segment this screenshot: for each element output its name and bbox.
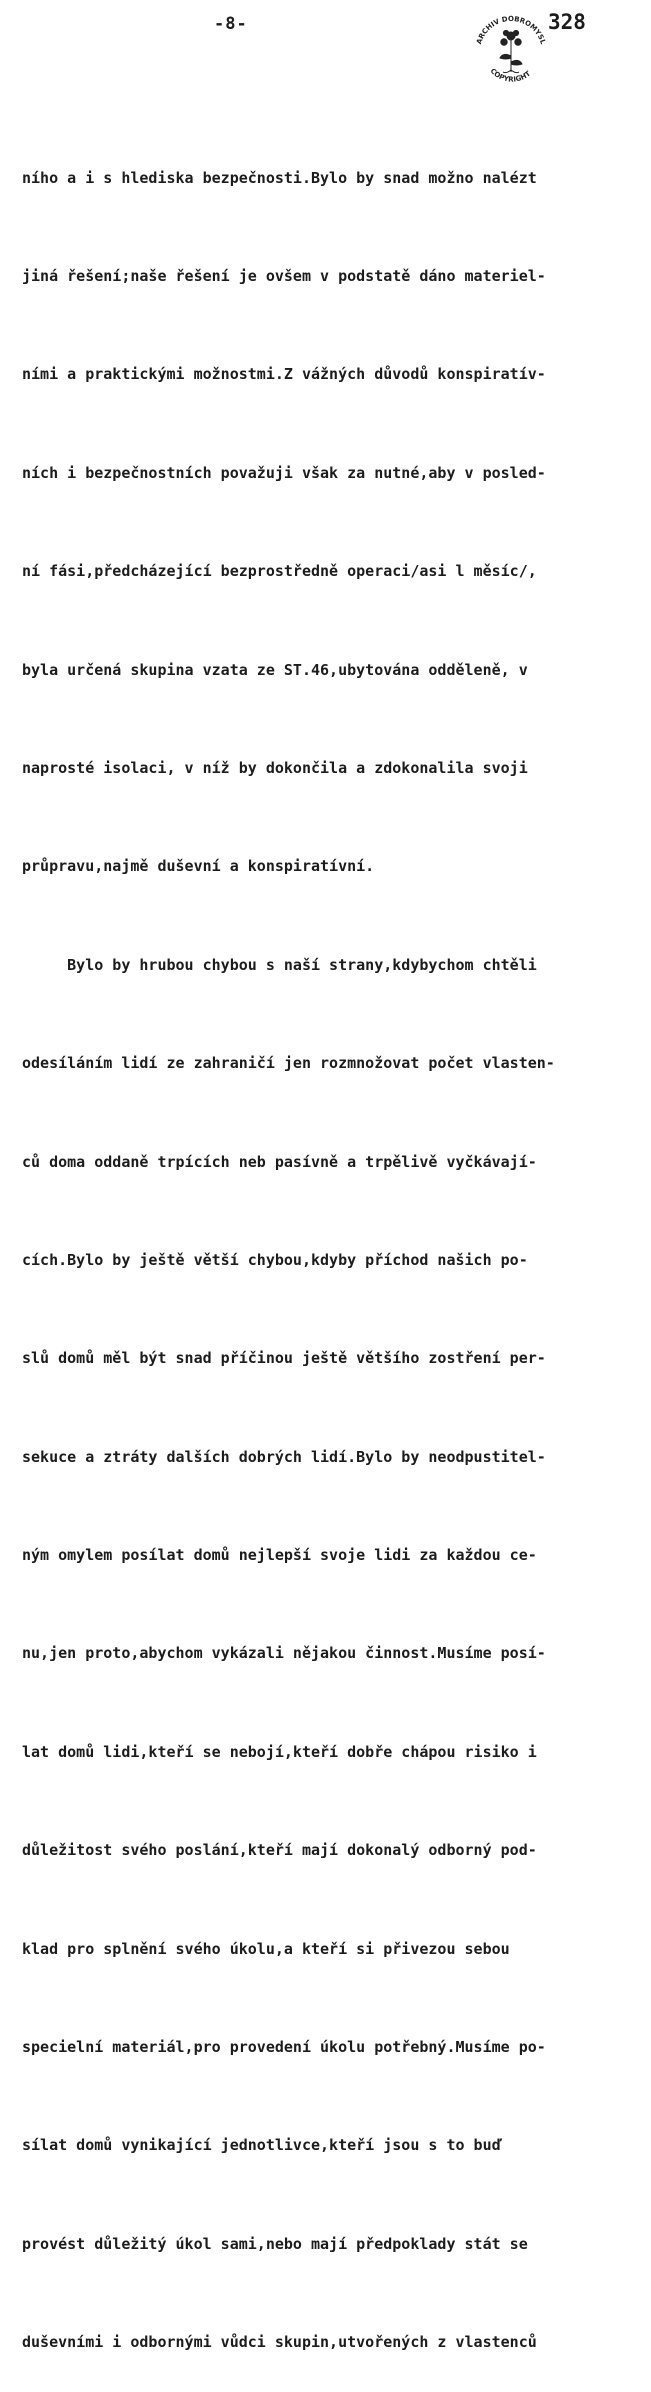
text-line: slů domů měl být snad příčinou ještě většího zostření per- [22, 1349, 546, 1368]
text-line: důležitost svého poslání,kteří mají dokonalý odborný pod- [22, 1841, 537, 1860]
archive-stamp-icon [470, 6, 552, 94]
text-line: ným omylem posílat domů nejlepší svoje lidi za každou ce- [22, 1546, 537, 1565]
page-number: -8- [214, 14, 248, 34]
text-line: průpravu,najmě duševní a konspiratívní. [22, 857, 375, 876]
text-line: sekuce a ztráty dalších dobrých lidí.Bylo by neodpustitel- [22, 1447, 546, 1466]
text-line: cích.Bylo by ještě větší chybou,kdyby příchod našich po- [22, 1250, 528, 1269]
text-line: odesíláním lidí ze zahraničí jen rozmnožovat počet vlasten- [22, 1054, 555, 1073]
text-line: ců doma oddaně trpících neb pasívně a trpělivě vyčkávají- [22, 1152, 537, 1171]
text-line: lat domů lidi,kteří se nebojí,kteří dobře chápou risiko i [22, 1742, 537, 1761]
text-line: specielní materiál,pro provedení úkolu potřebný.Musíme po- [22, 2038, 546, 2057]
text-line: ních i bezpečnostních považuji však za nutné,aby v posled- [22, 463, 546, 482]
text-line: duševními i odbornými vůdci skupin,utvořených z vlastenců [22, 2333, 537, 2352]
stamp-text-bottom: COPYRIGHT [488, 66, 533, 84]
text-line: klad pro splnění svého úkolu,a kteří si přivezou sebou [22, 1939, 510, 1958]
text-line: byla určená skupina vzata ze ST.46,ubytována odděleně, v [22, 660, 528, 679]
folio-number: 328 [548, 10, 586, 34]
text-line: ními a praktickými možnostmi.Z vážných důvodů konspiratív- [22, 365, 546, 384]
text-line: jiná řešení;naše řešení je ovšem v podstatě dáno materiel- [22, 266, 546, 285]
stamp-text-top: ARCHIV DOBROMYSL [475, 14, 547, 46]
text-line: naprosté isolaci, v níž by dokončila a zdokonalila svoji [22, 758, 528, 777]
text-line: Bylo by hrubou chybou s naší strany,kdybychom chtěli [22, 955, 537, 974]
archive-stamp [470, 6, 552, 94]
document-body [22, 96, 634, 2392]
text-line: sílat domů vynikající jednotlivce,kteří jsou s to buď [22, 2136, 501, 2155]
text-line: ního a i s hlediska bezpečnosti.Bylo by snad možno nalézt [22, 168, 537, 187]
text-line: ní fási,předcházející bezprostředně operaci/asi l měsíc/, [22, 562, 537, 581]
text-line: provést důležitý úkol sami,nebo mají předpoklady stát se [22, 2234, 528, 2253]
text-line: nu,jen proto,abychom vykázali nějakou činnost.Musíme posí- [22, 1644, 546, 1663]
svg-text:COPYRIGHT [489, 67, 533, 84]
